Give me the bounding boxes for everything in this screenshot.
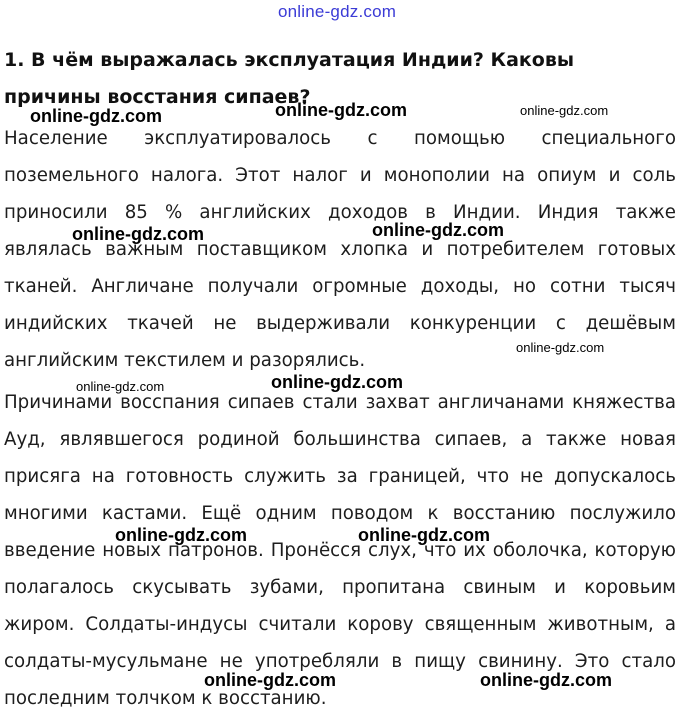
watermark: online-gdz.com [516, 340, 605, 355]
watermark: online-gdz.com [76, 379, 165, 394]
watermark: online-gdz.com [204, 670, 336, 690]
watermark: online-gdz.com [115, 525, 247, 545]
watermark: online-gdz.com [372, 220, 504, 240]
watermark: online-gdz.com [271, 372, 403, 392]
watermark: online-gdz.com [72, 224, 204, 244]
watermark: online-gdz.com [275, 100, 407, 120]
watermark: online-gdz.com [358, 525, 490, 545]
watermark: online-gdz.com [520, 103, 609, 118]
answer-paragraph-2: Причинами восспания сипаев стали захват англичанами княжества Ауд, являвшегося родиной большинства сипаев, а также новая присяга на готовность служить за границей, что не допускалось многими кастами. Ещё одним поводом к восстанию послужило введение новых патронов. Пронёсся слух, что их оболочка, которую полагалось скусывать зубами, пропитана свиным и коровьим жиром. Солдаты-индусы считали корову священным животным, а солдаты-мусульмане не употребляли в пищу свинину. Это стало последним толчком к восстанию. [4, 392, 676, 709]
watermark: online-gdz.com [480, 670, 612, 690]
watermark: online-gdz.com [30, 106, 162, 126]
watermark-top: online-gdz.com [278, 2, 397, 21]
answer-paragraph-1: Население эксплуатировалось с помощью специального поземельного налога. Этот налог и монополии на опиум и соль приносили 85 % английских доходов в Индии. Индия также являлась важным поставщиком хлопка и потребителем готовых тканей. Англичане получали огромные доходы, но сотни тысяч индийских ткачей не выдерживали конкуренции с дешёвым английским текстилем и разорялись. [4, 128, 676, 371]
question-heading: 1. В чём выражалась эксплуатация Индии? Каковы причины восстания сипаев? [4, 49, 575, 108]
